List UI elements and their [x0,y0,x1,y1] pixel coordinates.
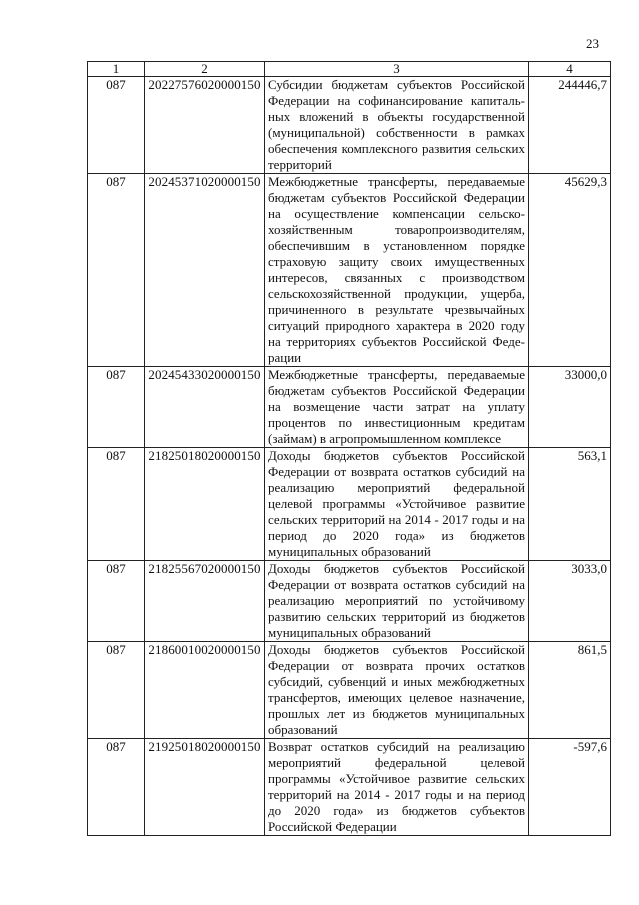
column-number-4: 4 [529,62,611,77]
amount: 244446,7 [529,77,611,174]
column-number-2: 2 [145,62,265,77]
revenue-description: Межбюджетные трансферты, передаваемые бюджетам субъектов Российской Федерации на возмещение части затрат на уплату процентов по инвестиционным кредитам (займам) в агропромышленном комплексе [265,367,529,448]
amount: 861,5 [529,642,611,739]
amount: 563,1 [529,448,611,561]
amount: 45629,3 [529,174,611,367]
administrator-code: 087 [88,642,145,739]
revenue-description: Субсидии бюджетам субъектов Российской Федерации на софинансирование капитальных вложений в объекты государственной (муниципальной) собственности в рамках обеспечения комплексного развития сельских территорий [265,77,529,174]
administrator-code: 087 [88,561,145,642]
administrator-code: 087 [88,77,145,174]
column-number-3: 3 [265,62,529,77]
budget-classification-code: 21925018020000150 [145,739,265,836]
table-row [88,77,611,174]
revenue-description: Возврат остатков субсидий на реализацию мероприятий федеральной целевой программы «Устойчивое развитие сельских территорий на 2014 - 2017 годы и на период до 2020 года» из бюджетов субъектов Российской Федерации [265,739,529,836]
budget-classification-code: 21825567020000150 [145,561,265,642]
table-row [88,174,611,367]
budget-classification-code: 21860010020000150 [145,642,265,739]
amount: 3033,0 [529,561,611,642]
administrator-code: 087 [88,739,145,836]
budget-classification-code: 20245433020000150 [145,367,265,448]
amount: 33000,0 [529,367,611,448]
table-row [88,561,611,642]
table-row [88,642,611,739]
table-row [88,367,611,448]
budget-classification-code: 20245371020000150 [145,174,265,367]
table-row [88,448,611,561]
amount: -597,6 [529,739,611,836]
column-number-row [88,62,611,77]
page-number: 23 [586,36,599,51]
budget-classification-code: 20227576020000150 [145,77,265,174]
revenue-description: Доходы бюджетов субъектов Российской Федерации от возврата остатков субсидий на реализацию мероприятий по устойчивому развитию сельских территорий из бюджетов муниципальных образований [265,561,529,642]
revenue-description: Доходы бюджетов субъектов Российской Федерации от возврата прочих остатков субсидий, субвенций и иных межбюджетных трансфертов, имеющих целевое назначение, прошлых лет из бюджетов муниципальных образований [265,642,529,739]
administrator-code: 087 [88,448,145,561]
administrator-code: 087 [88,367,145,448]
administrator-code: 087 [88,174,145,367]
column-number-1: 1 [88,62,145,77]
budget-revenue-table [87,61,611,836]
revenue-description: Доходы бюджетов субъектов Российской Федерации от возврата остатков субсидий на реализацию мероприятий федеральной целевой программы «Устойчивое развитие сельских территорий на 2014 - 2017 годы и на период до 2020 года» из бюджетов муниципальных образований [265,448,529,561]
revenue-description: Межбюджетные трансферты, передаваемые бюджетам субъектов Российской Федерации на осуществление компенсации сельскохозяйственным товаропроизводителям, обеспечившим в установленном порядке страховую защиту своих имущественных интересов, связанных с производством сельскохозяйственной продукции, ущерба, причиненного в результате чрезвычайных ситуаций природного характера в 2020 году на территориях субъектов Российской Федерации [265,174,529,367]
budget-classification-code: 21825018020000150 [145,448,265,561]
table-row [88,739,611,836]
